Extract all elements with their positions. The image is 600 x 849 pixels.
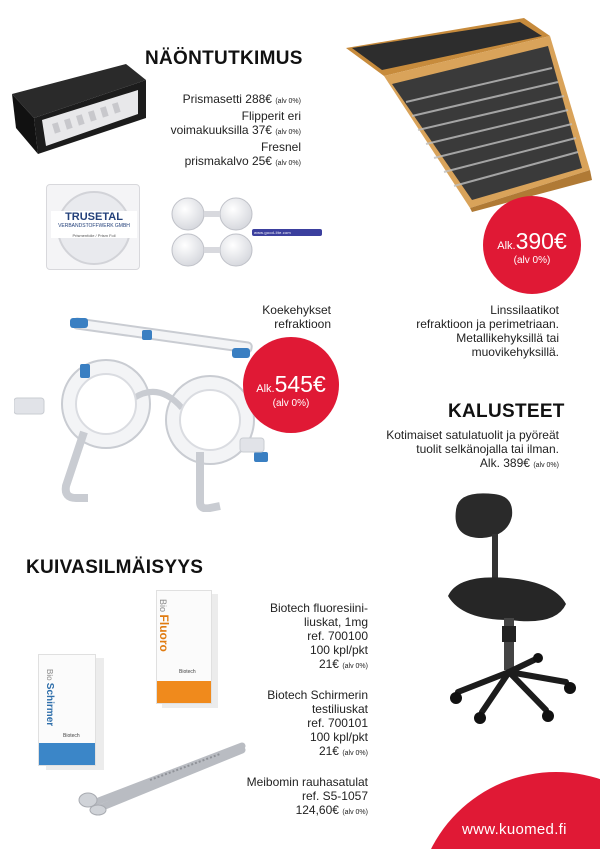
lens-box-image: [338, 14, 600, 212]
description-line: Alk. 389€ (alv 0%): [479, 456, 559, 470]
product-fluoro-text: Biotech fluoresiini- liuskat, 1mg ref. 700100 100 kpl/pkt 21€ (alv 0%): [269, 601, 368, 671]
fluoro-box-maker: Biotech: [179, 669, 196, 675]
section-heading-kalusteet: KALUSTEET: [448, 401, 565, 422]
fresnel-package-image: [46, 184, 140, 270]
caption-line: refraktioon ja perimetriaan.: [416, 317, 559, 331]
item-line: prismakalvo 25€ (alv 0%): [184, 154, 301, 168]
description-line: Kotimaiset satulatuolit ja pyöreät: [386, 428, 559, 442]
caption-line: muovikehyksillä.: [471, 345, 559, 359]
caption-line: Metallikehyksillä tai: [456, 331, 559, 345]
fluoro-box-image: [156, 590, 212, 704]
product-forceps-text: Meibomin rauhasatulat ref. S5-1057 124,60€ (alv 0%): [246, 775, 368, 817]
fluoro-box-stripe: [157, 681, 211, 703]
price-badge-lens-box: Alk.390€ (alv 0%): [483, 196, 581, 294]
footer-url[interactable]: www.kuomed.fi: [462, 821, 567, 838]
product-schirmer-text: Biotech Schirmerin testiliuskat ref. 700101 100 kpl/pkt 21€ (alv 0%): [267, 688, 368, 758]
schirmer-box-brand: Bio Schirmer: [44, 669, 55, 727]
naontutkimus-item-list: [118, 92, 301, 171]
section-heading-kuivasilmaisyys: KUIVASILMÄISYYS: [26, 557, 204, 578]
item-line: Fresnel: [260, 140, 301, 154]
caption-line: Koekehykset: [262, 303, 331, 317]
brand-label: TRUSETAL VERBANDSTOFFWERK GMBH Prismenfolie / Prism Foil: [51, 211, 137, 238]
schirmer-box-maker: Biotech: [63, 733, 80, 739]
section-heading-naontutkimus: NÄÖNTUTKIMUS: [145, 48, 303, 69]
price-badge-trial-frame: Alk.545€ (alv 0%): [243, 337, 339, 433]
fluoro-box-brand: Bio Fluoro: [157, 599, 171, 652]
caption-line: refraktioon: [274, 317, 331, 331]
description-line: tuolit selkänojalla tai ilman.: [416, 442, 559, 456]
saddle-chair-image: [438, 486, 584, 726]
kalusteet-description: [330, 428, 559, 473]
flipper-image: [166, 196, 326, 270]
flipper-url: www.good-lite.com: [254, 230, 291, 235]
lens-box-caption: [340, 303, 559, 359]
caption-line: Linssilaatikot: [490, 303, 559, 317]
item-line: voimakuuksilla 37€ (alv 0%): [170, 123, 301, 137]
item-line: Flipperit eri: [241, 109, 301, 123]
item-line: Prismasetti 288€ (alv 0%): [182, 92, 301, 106]
trial-frame-image: [14, 312, 284, 512]
